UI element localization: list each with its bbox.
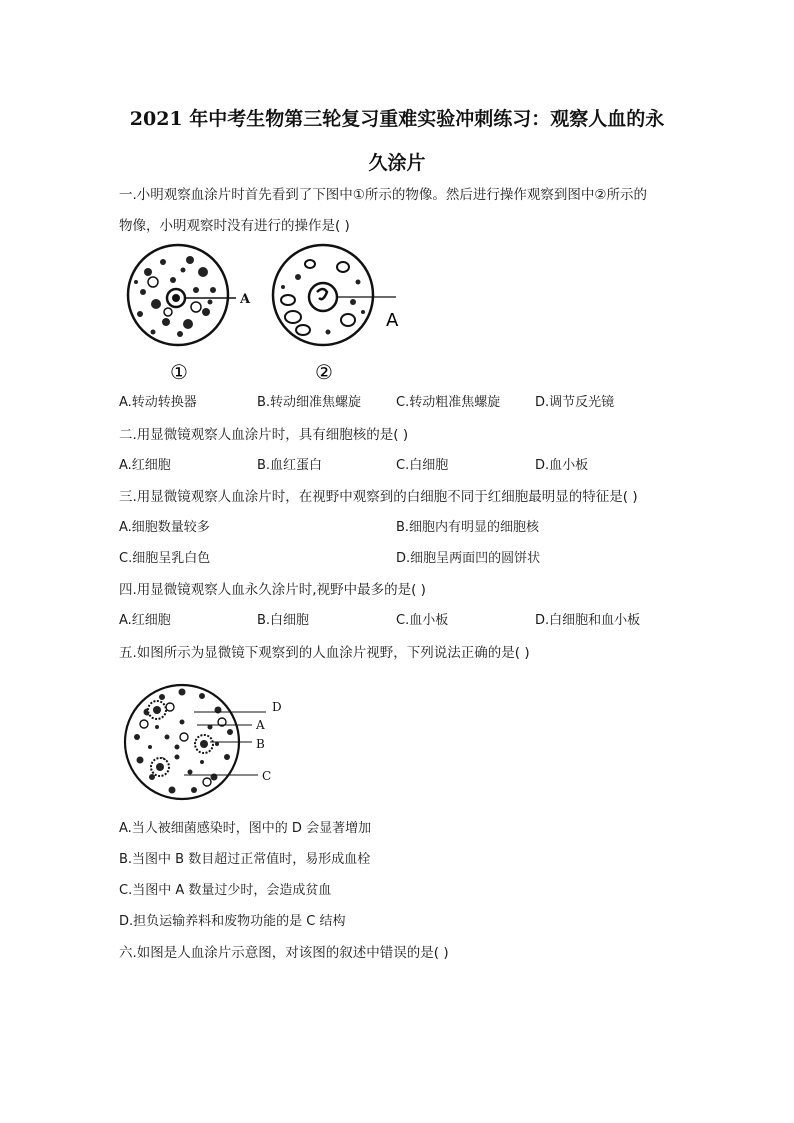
q1-option-b: B.转动细准焦螺旋 <box>257 395 362 410</box>
microscope-view-2 <box>273 245 399 384</box>
title-line-1: 2021 年中考生物第三轮复习重难实验冲刺练习：观察人血的永 <box>129 108 665 130</box>
q3-stem: 三.用显微镜观察人血涂片时，在视野中观察到的白细胞不同于红细胞最明显的特征是( ) <box>119 489 638 505</box>
q4-option-d: D.白细胞和血小板 <box>535 613 641 628</box>
q1-stem-line-1: 一.小明观察血涂片时首先看到了下图中①所示的物像。然后进行操作观察到图中②所示的 <box>119 187 647 203</box>
q2-option-d: D.血小板 <box>535 458 589 473</box>
q1-label-a-right: A <box>386 310 399 331</box>
q5-option-c: C.当图中 A 数量过少时，会造成贫血 <box>119 883 332 898</box>
q3-option-c: C.细胞呈乳白色 <box>119 551 211 566</box>
q1-number-2: ② <box>315 360 333 384</box>
q2-option-a: A.红细胞 <box>119 458 171 473</box>
q1-label-a-left: A <box>240 292 251 307</box>
q5-label-b: B <box>256 737 265 751</box>
q3-option-d: D.细胞呈两面凹的圆饼状 <box>396 551 541 566</box>
q5-option-d: D.担负运输养料和废物功能的是 C 结构 <box>119 914 346 929</box>
q4-option-c: C.血小板 <box>396 613 449 628</box>
q5-stem: 五.如图所示为显微镜下观察到的人血涂片视野，下列说法正确的是( ) <box>119 645 530 661</box>
q2-option-c: C.白细胞 <box>396 458 449 473</box>
title-line-2: 久涂片 <box>368 152 426 174</box>
q5-option-a: A.当人被细菌感染时，图中的 D 会显著增加 <box>119 821 372 836</box>
q4-option-b: B.白细胞 <box>257 613 310 628</box>
q1-option-d: D.调节反光镜 <box>535 395 615 410</box>
q1-option-c: C.转动粗准焦螺旋 <box>396 395 501 410</box>
q1-figure <box>118 242 418 387</box>
q5-option-b: B.当图中 B 数目超过正常值时，易形成血栓 <box>119 852 371 867</box>
microscope-view-1 <box>128 245 251 384</box>
q6-stem: 六.如图是人血涂片示意图，对该图的叙述中错误的是( ) <box>119 945 449 961</box>
q3-option-b: B.细胞内有明显的细胞核 <box>396 520 540 535</box>
q5-label-d: D <box>272 700 282 714</box>
q4-option-a: A.红细胞 <box>119 613 171 628</box>
q2-stem: 二.用显微镜观察人血涂片时，具有细胞核的是( ) <box>119 427 409 443</box>
q2-option-b: B.血红蛋白 <box>257 458 323 473</box>
q1-stem-line-2: 物像，小明观察时没有进行的操作是( ) <box>119 218 350 234</box>
q5-label-c: C <box>262 769 272 783</box>
q1-option-a: A.转动转换器 <box>119 395 197 410</box>
q1-number-1: ① <box>170 360 188 384</box>
q5-figure <box>122 682 292 807</box>
q4-stem: 四.用显微镜观察人血永久涂片时,视野中最多的是( ) <box>119 582 426 598</box>
q3-option-a: A.细胞数量较多 <box>119 520 210 535</box>
q5-label-a: A <box>256 718 265 732</box>
